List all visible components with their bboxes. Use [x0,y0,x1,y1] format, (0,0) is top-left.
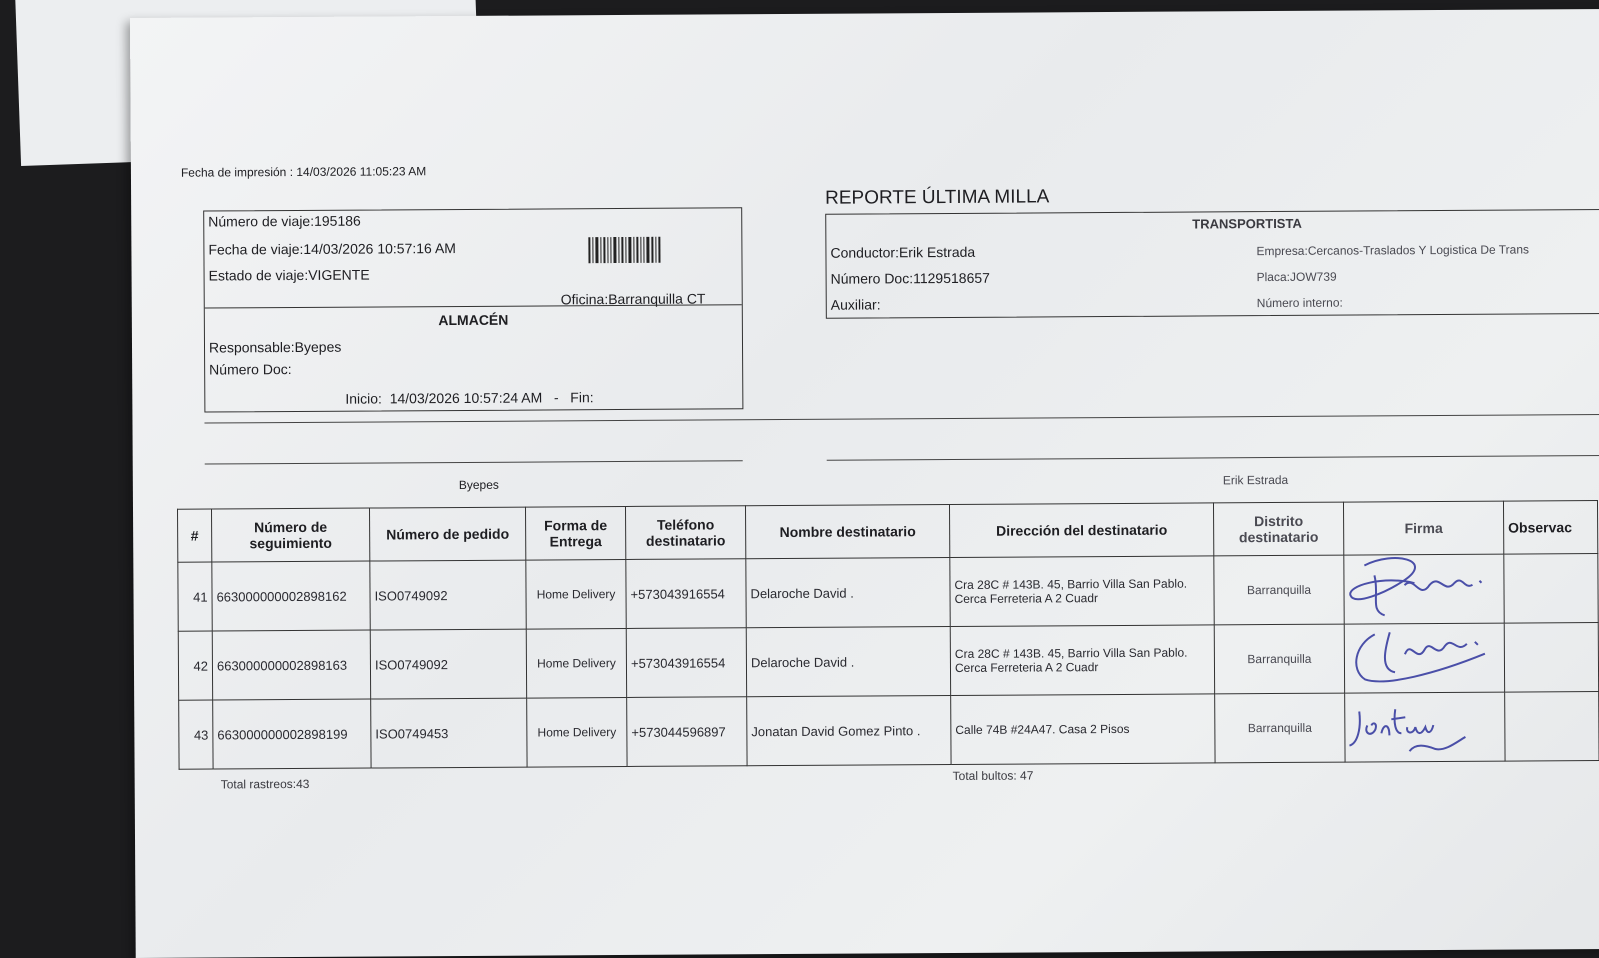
cell-phone: +573043916554 [626,628,746,698]
col-header-district: Distrito destinatario [1213,502,1343,556]
carrier-driver: Conductor:Erik Estrada [830,243,976,261]
trip-status: Estado de viaje:VIGENTE [208,266,370,284]
cell-index: 43 [179,700,213,769]
cell-observations [1504,554,1598,624]
cell-phone: +573043916554 [626,559,746,629]
cell-observations [1504,623,1598,693]
cell-tracking: 663000000002898162 [212,561,370,631]
carrier-plate: Placa:JOW739 [1256,269,1337,285]
signature-line-right [827,455,1599,461]
cell-address: Cra 28C # 143B. 45, Barrio Villa San Pablo. Cerca Ferreteria A 2 Cuadr [950,556,1214,627]
table-row [179,692,1599,770]
trip-warehouse-box [203,207,743,412]
total-tracks: Total rastreos:43 [220,776,310,792]
warehouse-responsible: Responsable:Byepes [208,338,342,356]
table-row [178,554,1598,632]
cell-order: ISO0749453 [371,698,527,768]
cell-observations [1505,692,1599,762]
col-header-observations: Observac [1503,501,1597,555]
cell-tracking: 663000000002898199 [213,699,371,769]
cell-index: 42 [178,631,212,700]
cell-name: Delaroche David . [746,627,950,697]
carrier-heading: TRANSPORTISTA [1192,215,1302,232]
col-header-order: Número de pedido [369,507,525,561]
warehouse-doc: Número Doc: [209,361,292,378]
handwritten-signature-3 [1345,693,1505,758]
carrier-box [825,209,1599,319]
warehouse-sep: - [553,389,559,406]
col-header-address: Dirección del destinatario [949,503,1213,558]
warehouse-start-text: Inicio: 14/03/2026 10:57:24 AM [345,389,543,407]
signature-line-left [205,460,743,464]
cell-signature [1344,554,1504,624]
col-header-name: Nombre destinatario [745,505,949,559]
cell-signature [1345,692,1505,762]
cell-district: Barranquilla [1214,624,1344,694]
cell-name: Jonatan David Gomez Pinto . [747,695,951,765]
carrier-assistant: Auxiliar: [830,296,881,313]
col-header-delivery: Forma de Entrega [525,506,625,560]
cell-delivery: Home Delivery [527,697,627,767]
carrier-company: Empresa:Cercanos-Traslados Y Logistica De Trans [1256,242,1530,259]
report-page [130,8,1599,958]
col-header-tracking: Número de seguimiento [212,508,370,562]
cell-delivery: Home Delivery [526,559,626,629]
trip-office: Oficina:Barranquilla CT [560,290,706,308]
trip-number: Número de viaje:195186 [208,212,361,230]
warehouse-start [345,389,593,407]
cell-phone: +573044596897 [627,697,747,767]
report-title: REPORTE ÚLTIMA MILLA [825,186,1050,209]
cell-tracking: 663000000002898163 [212,630,370,700]
total-packages: Total bultos: 47 [952,768,1034,783]
cell-address: Calle 74B #24A47. Casa 2 Pisos [951,694,1215,765]
section-separator [204,414,1599,424]
col-header-signature: Firma [1343,501,1503,555]
col-header-index: # [178,509,212,562]
carrier-doc: Número Doc:1129518657 [830,269,990,287]
warehouse-end: Fin: [570,389,594,406]
table-header-row [178,501,1598,563]
cell-signature [1344,623,1504,693]
carrier-internal-number: Número interno: [1256,295,1343,311]
col-header-phone: Teléfono destinatario [625,506,745,560]
cell-district: Barranquilla [1215,693,1345,763]
warehouse-heading: ALMACÉN [438,311,509,329]
cell-name: Delaroche David . [746,558,950,628]
handwritten-signature-1 [1344,555,1504,620]
cell-order: ISO0749092 [370,560,526,630]
signature-name-right: Erik Estrada [1222,472,1289,488]
cell-address: Cra 28C # 143B. 45, Barrio Villa San Pablo. Cerca Ferreteria A 2 Cuadr [950,625,1214,696]
cell-delivery: Home Delivery [526,628,626,698]
signature-name-left: Byepes [458,477,499,492]
handwritten-signature-2 [1345,624,1505,689]
cell-order: ISO0749092 [370,629,526,699]
table-row [178,623,1598,701]
trip-date: Fecha de viaje:14/03/2026 10:57:16 AM [208,240,456,258]
shipments-table [177,500,1599,770]
print-date: Fecha de impresión : 14/03/2026 11:05:23 AM [180,164,427,180]
cell-index: 41 [178,562,212,631]
cell-district: Barranquilla [1214,555,1344,625]
barcode-image [588,237,662,263]
